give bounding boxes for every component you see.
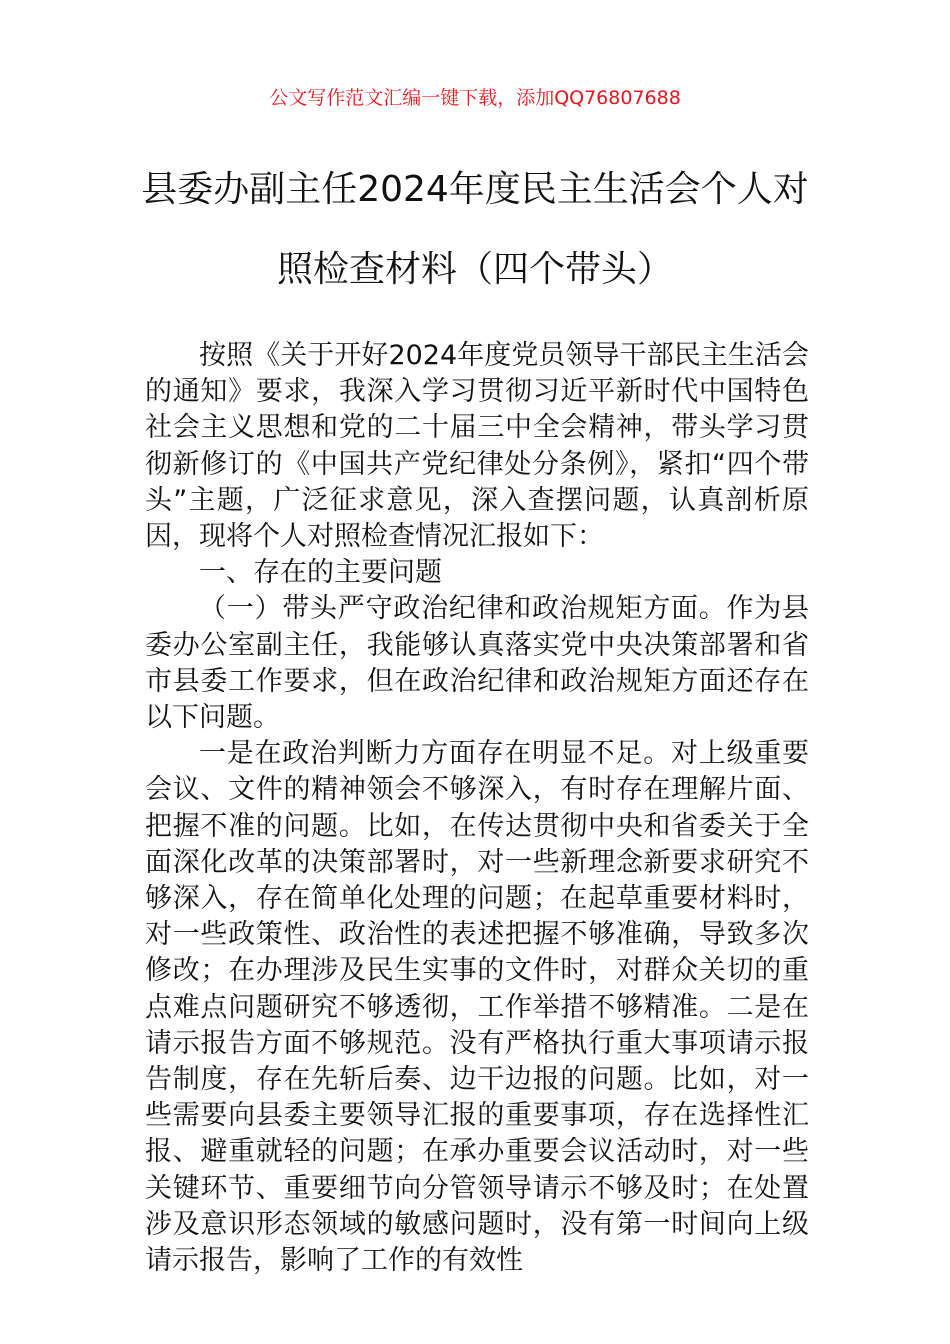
subsection-paragraph: （一）带头严守政治纪律和政治规矩方面。作为县委办公室副主任，我能够认真落实党中央决策部署和省市县委工作要求，但在政治纪律和政治规矩方面还存在以下问题。 <box>145 593 809 734</box>
download-banner: 公文写作范文汇编一键下载，添加QQ76807688 <box>269 87 681 109</box>
document-title <box>120 150 830 310</box>
intro-paragraph: 按照《关于开好2024年度党员领导干部民主生活会的通知》要求，我深入学习贯彻习近平新时代中国特色社会主义思想和党的二十届三中全会精神，带头学习贯彻新修订的《中国共产党纪律处分条例》，紧扣“四个带头”主题，广泛征求意见，深入查摆问题，认真剖析原因，现将个人对照检查情况汇报如下： <box>145 340 809 553</box>
document-body <box>145 338 809 1279</box>
body-paragraph: 一是在政治判断力方面存在明显不足。对上级重要会议、文件的精神领会不够深入，有时存在理解片面、把握不准的问题。比如，在传达贯彻中央和省委关于全面深化改革的决策部署时，对一些新理念新要求研究不够深入，存在简单化处理的问题；在起草重要材料时，对一些政策性、政治性的表述把握不够准确，导致多次修改；在办理涉及民生实事的文件时，对群众关切的重点难点问题研究不够透彻，工作举措不够精准。二是在请示报告方面不够规范。没有严格执行重大事项请示报告制度，存在先斩后奏、边干边报的问题。比如，对一些需要向县委主要领导汇报的重要事项，存在选择性汇报、避重就轻的问题；在承办重要会议活动时，对一些关键环节、重要细节向分管领导请示不够及时；在处置涉及意识形态领域的敏感问题时，没有第一时间向上级请示报告，影响了工作的有效性 <box>145 738 809 1277</box>
title-line-1: 县委办副主任2024年度民主生活会个人对 <box>141 169 809 210</box>
title-line-2: 照检查材料（四个带头） <box>276 249 673 290</box>
section-heading: 一、存在的主要问题 <box>199 557 442 589</box>
